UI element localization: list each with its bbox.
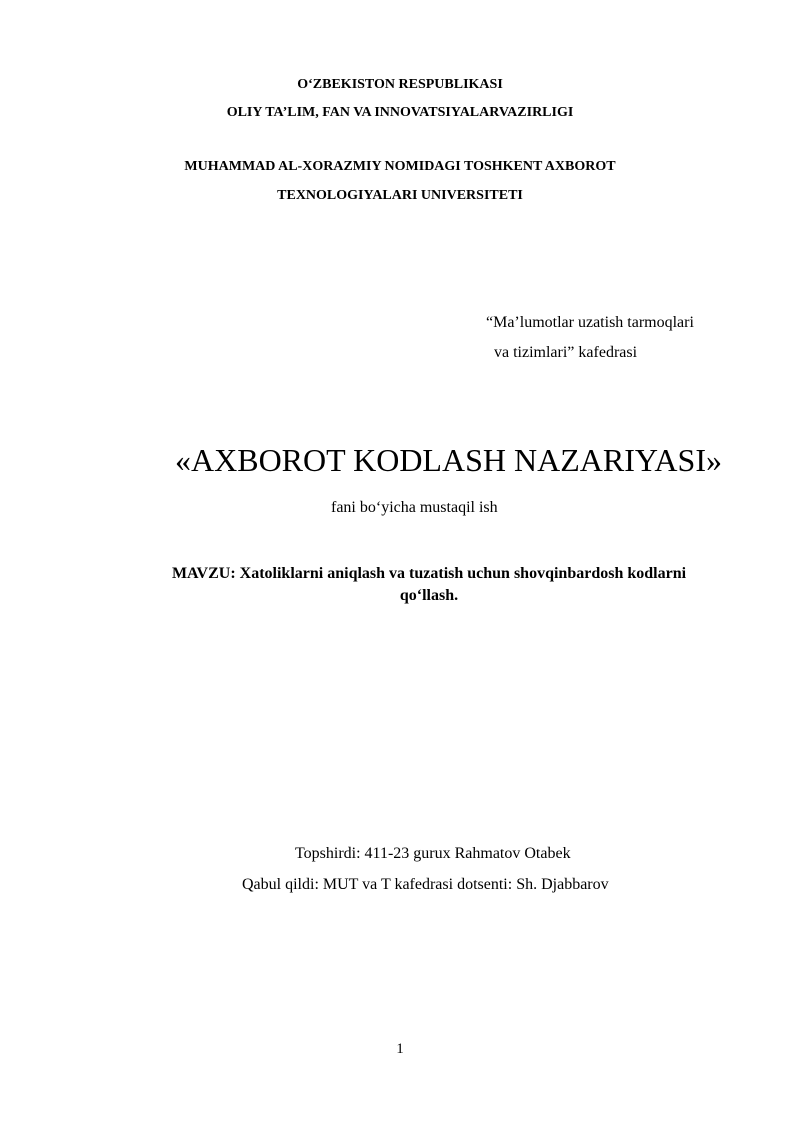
submitted-by: Topshirdi: 411-23 gurux Rahmatov Otabek xyxy=(295,845,571,862)
accepted-by: Qabul qildi: MUT va T kafedrasi dotsenti: Sh. Djabbarov xyxy=(242,876,609,893)
topic-label: MAVZU: xyxy=(171,565,236,582)
university-name-line1: MUHAMMAD AL-XORAZMIY NOMIDAGI TOSHKENT AXBOROT xyxy=(184,159,616,174)
department-line2: va tizimlari” kafedrasi xyxy=(494,344,638,361)
department-line1: “Ma’lumotlar uzatish tarmoqlari xyxy=(486,314,694,331)
university-name-line2: TEXNOLOGIYALARI UNIVERSITETI xyxy=(277,188,523,203)
subject-title: «AXBOROT KODLASH NAZARIYASI» xyxy=(175,442,722,478)
country-header: O‘ZBEKISTON RESPUBLIKASI xyxy=(297,77,503,92)
page-number: 1 xyxy=(396,1041,404,1057)
topic-text-line2: qo‘llash. xyxy=(399,587,459,604)
topic-text-line1: Xatoliklarni aniqlash va tuzatish uchun shovqinbardosh kodlarni xyxy=(235,565,687,582)
subject-subtitle: fani bo‘yicha mustaqil ish xyxy=(331,499,498,516)
topic-block xyxy=(100,563,758,607)
ministry-header: OLIY TA’LIM, FAN VA INNOVATSIYALARVAZIRLIGI xyxy=(226,105,574,120)
